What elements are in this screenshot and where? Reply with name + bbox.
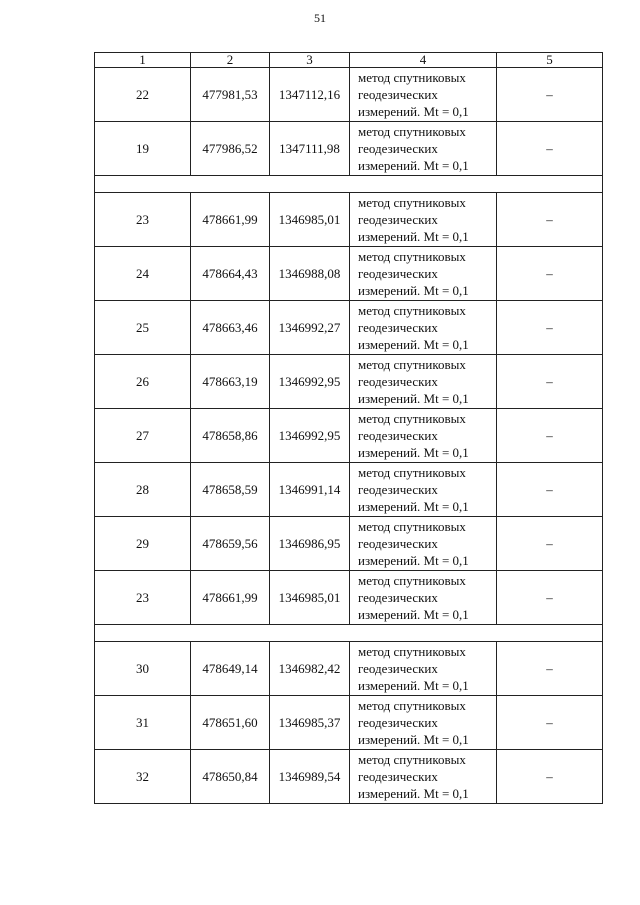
- header-cell: 1: [95, 53, 191, 68]
- y-coordinate-cell: 1346985,01: [270, 193, 350, 247]
- note-cell: –: [497, 463, 603, 517]
- y-coordinate-cell: 1346985,01: [270, 571, 350, 625]
- table-row: [95, 247, 603, 301]
- x-coordinate-cell: 478664,43: [191, 247, 270, 301]
- point-cell: 29: [95, 517, 191, 571]
- table-row: [95, 122, 603, 176]
- note-cell: –: [497, 247, 603, 301]
- table-row: [95, 463, 603, 517]
- point-cell: 24: [95, 247, 191, 301]
- x-coordinate-cell: 477981,53: [191, 68, 270, 122]
- x-coordinate-cell: 478661,99: [191, 193, 270, 247]
- table-separator-row: [95, 625, 603, 642]
- point-cell: 22: [95, 68, 191, 122]
- x-coordinate-cell: 478651,60: [191, 696, 270, 750]
- point-cell: 27: [95, 409, 191, 463]
- x-coordinate-cell: 478659,56: [191, 517, 270, 571]
- x-coordinate-cell: 478649,14: [191, 642, 270, 696]
- y-coordinate-cell: 1346986,95: [270, 517, 350, 571]
- method-cell: метод спутниковых геодезических измерений. Mt = 0,1: [350, 193, 497, 247]
- x-coordinate-cell: 478650,84: [191, 750, 270, 804]
- note-cell: –: [497, 571, 603, 625]
- point-cell: 31: [95, 696, 191, 750]
- point-cell: 30: [95, 642, 191, 696]
- table-row: [95, 750, 603, 804]
- note-cell: –: [497, 642, 603, 696]
- table-row: [95, 571, 603, 625]
- table-header-row: [95, 53, 603, 68]
- point-cell: 32: [95, 750, 191, 804]
- y-coordinate-cell: 1346985,37: [270, 696, 350, 750]
- note-cell: –: [497, 696, 603, 750]
- method-cell: метод спутниковых геодезических измерений. Mt = 0,1: [350, 355, 497, 409]
- x-coordinate-cell: 478663,19: [191, 355, 270, 409]
- point-cell: 28: [95, 463, 191, 517]
- x-coordinate-cell: 478658,86: [191, 409, 270, 463]
- note-cell: –: [497, 301, 603, 355]
- y-coordinate-cell: 1346992,95: [270, 409, 350, 463]
- method-cell: метод спутниковых геодезических измерений. Mt = 0,1: [350, 68, 497, 122]
- y-coordinate-cell: 1347111,98: [270, 122, 350, 176]
- note-cell: –: [497, 750, 603, 804]
- y-coordinate-cell: 1346988,08: [270, 247, 350, 301]
- page-number: 51: [314, 11, 326, 25]
- x-coordinate-cell: 478658,59: [191, 463, 270, 517]
- method-cell: метод спутниковых геодезических измерений. Mt = 0,1: [350, 247, 497, 301]
- header-cell: 5: [497, 53, 603, 68]
- table-separator-row: [95, 176, 603, 193]
- method-cell: метод спутниковых геодезических измерений. Mt = 0,1: [350, 571, 497, 625]
- x-coordinate-cell: 478663,46: [191, 301, 270, 355]
- y-coordinate-cell: 1346982,42: [270, 642, 350, 696]
- table-row: [95, 68, 603, 122]
- point-cell: 26: [95, 355, 191, 409]
- y-coordinate-cell: 1347112,16: [270, 68, 350, 122]
- point-cell: 23: [95, 571, 191, 625]
- table-row: [95, 517, 603, 571]
- header-cell: 3: [270, 53, 350, 68]
- table-row: [95, 642, 603, 696]
- method-cell: метод спутниковых геодезических измерений. Mt = 0,1: [350, 750, 497, 804]
- note-cell: –: [497, 517, 603, 571]
- method-cell: метод спутниковых геодезических измерений. Mt = 0,1: [350, 301, 497, 355]
- y-coordinate-cell: 1346992,27: [270, 301, 350, 355]
- point-cell: 25: [95, 301, 191, 355]
- method-cell: метод спутниковых геодезических измерений. Mt = 0,1: [350, 642, 497, 696]
- note-cell: –: [497, 193, 603, 247]
- note-cell: –: [497, 122, 603, 176]
- table-row: [95, 696, 603, 750]
- y-coordinate-cell: 1346992,95: [270, 355, 350, 409]
- x-coordinate-cell: 477986,52: [191, 122, 270, 176]
- method-cell: метод спутниковых геодезических измерений. Mt = 0,1: [350, 696, 497, 750]
- note-cell: –: [497, 68, 603, 122]
- method-cell: метод спутниковых геодезических измерений. Mt = 0,1: [350, 409, 497, 463]
- note-cell: –: [497, 355, 603, 409]
- point-cell: 23: [95, 193, 191, 247]
- header-cell: 2: [191, 53, 270, 68]
- table-row: [95, 409, 603, 463]
- method-cell: метод спутниковых геодезических измерений. Mt = 0,1: [350, 122, 497, 176]
- separator-cell: [95, 176, 603, 193]
- separator-cell: [95, 625, 603, 642]
- table-row: [95, 355, 603, 409]
- table-body: [95, 53, 603, 804]
- note-cell: –: [497, 409, 603, 463]
- method-cell: метод спутниковых геодезических измерений. Mt = 0,1: [350, 463, 497, 517]
- x-coordinate-cell: 478661,99: [191, 571, 270, 625]
- y-coordinate-cell: 1346989,54: [270, 750, 350, 804]
- table-row: [95, 193, 603, 247]
- y-coordinate-cell: 1346991,14: [270, 463, 350, 517]
- method-cell: метод спутниковых геодезических измерений. Mt = 0,1: [350, 517, 497, 571]
- table-row: [95, 301, 603, 355]
- header-cell: 4: [350, 53, 497, 68]
- coordinates-table: [94, 52, 603, 804]
- point-cell: 19: [95, 122, 191, 176]
